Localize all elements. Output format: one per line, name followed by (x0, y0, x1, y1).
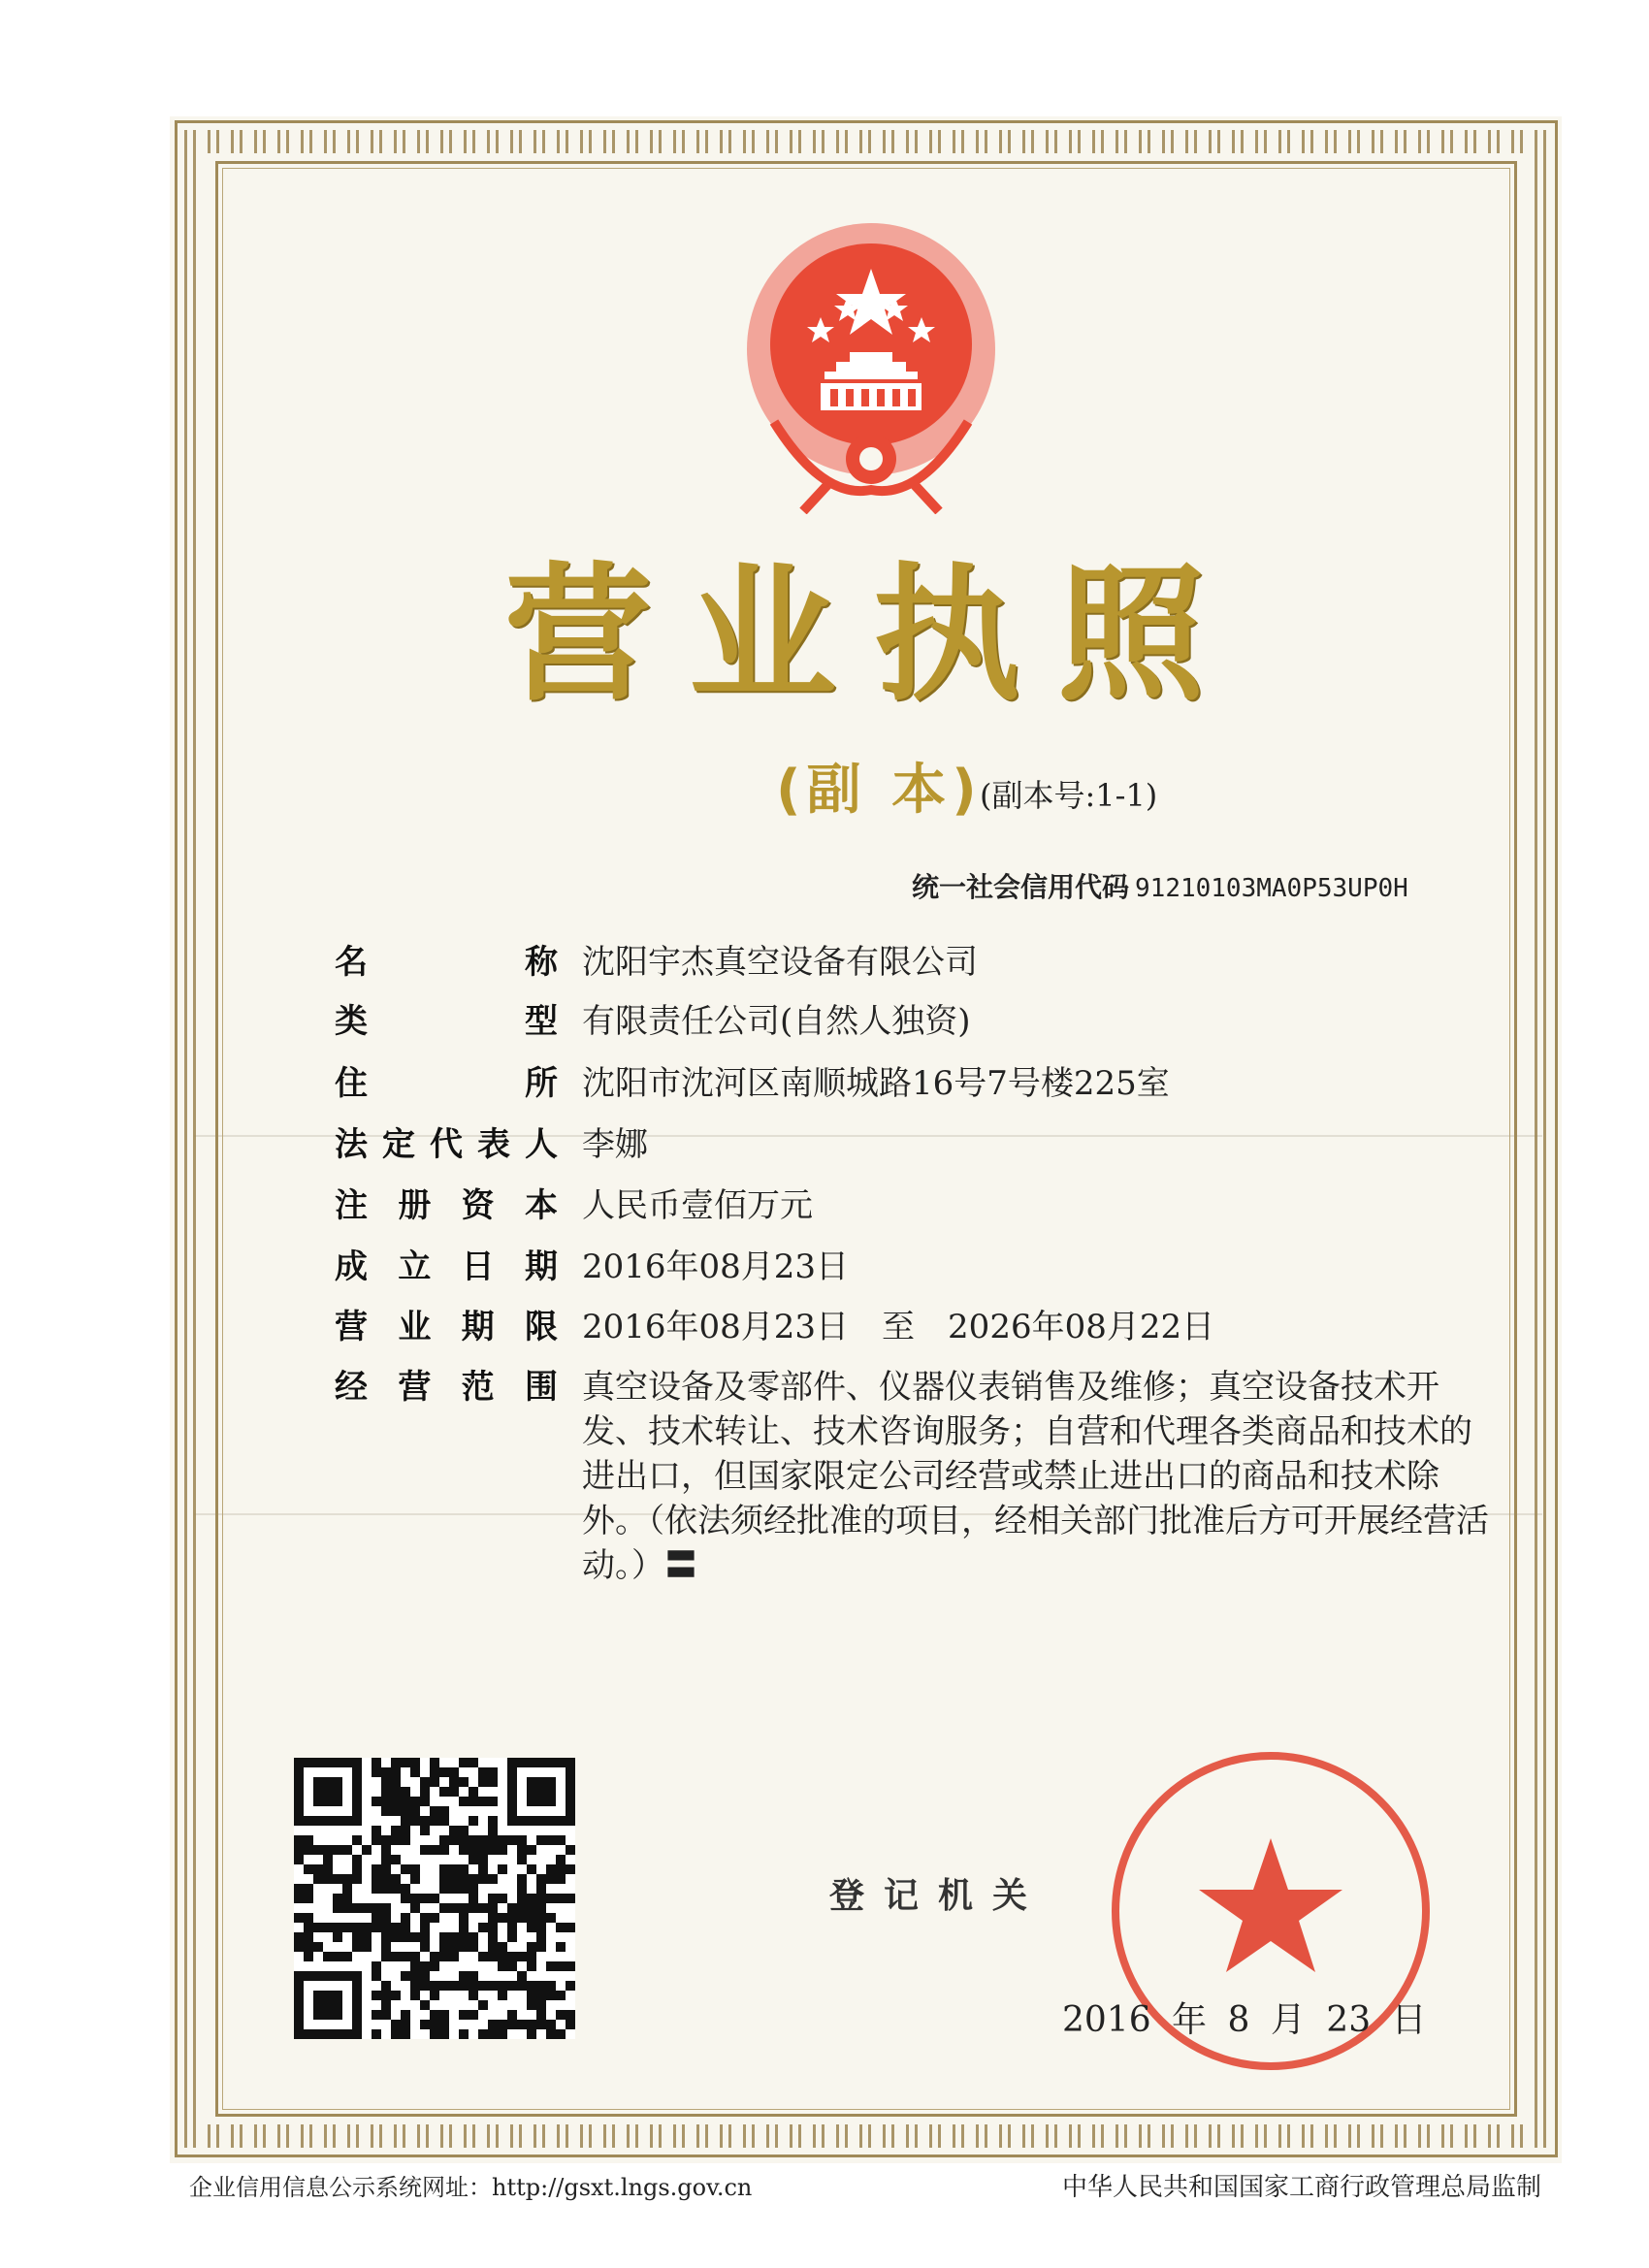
credit-code-value: 91210103MA0P53UP0H (1135, 874, 1408, 903)
field-label: 住 所 (335, 1064, 558, 1103)
field-value: 沈阳宇杰真空设备有限公司 (582, 943, 978, 982)
registrar-label: 登记机关 (829, 1876, 1048, 1916)
issue-date: 2016 年 8 月 23 日 (1062, 2000, 1427, 2040)
field-label: 营 业 期 限 (335, 1308, 558, 1346)
qr-code[interactable] (294, 1758, 575, 2039)
national-emblem-icon (735, 209, 1007, 514)
field-value: 真空设备及零部件、仪器仪表销售及维修；真空设备技术开发、技术转让、技术咨询服务；自营和代理各类商品和技术的进出口，但国家限定公司经营或禁止进出口的商品和技术除外。（依法须经批准的项目，经相关部门批准后方可开展经营活动。）〓 (582, 1368, 1489, 1585)
field-label: 经 营 范 围 (335, 1368, 558, 1407)
copy-label: (副 本) (776, 759, 983, 822)
footer-website: 企业信用信息公示系统网址：http://gsxt.lngs.gov.cn (189, 2174, 753, 2201)
credit-code-label: 统一社会信用代码 (912, 871, 1130, 903)
field-value: 人民币壹佰万元 (582, 1186, 813, 1225)
field-value: 有限责任公司(自然人独资) (582, 1002, 971, 1041)
field-value: 2016年08月23日 至 2026年08月22日 (582, 1308, 1215, 1346)
field-label: 类 型 (335, 1002, 558, 1041)
field-label: 成 立 日 期 (335, 1247, 558, 1286)
credit-code (912, 868, 1408, 907)
field-value: 2016年08月23日 (582, 1247, 850, 1286)
field-value: 李娜 (582, 1125, 648, 1164)
field-label: 法 定 代 表 人 (335, 1125, 558, 1164)
license-title: 营业执照 (504, 549, 1242, 721)
copy-number: (副本号:1-1) (980, 777, 1158, 814)
field-value: 沈阳市沈河区南顺城路16号7号楼225室 (582, 1064, 1170, 1103)
field-label: 注 册 资 本 (335, 1186, 558, 1225)
field-label: 名 称 (335, 943, 558, 982)
footer-supervisor: 中华人民共和国国家工商行政管理总局监制 (1062, 2173, 1542, 2202)
